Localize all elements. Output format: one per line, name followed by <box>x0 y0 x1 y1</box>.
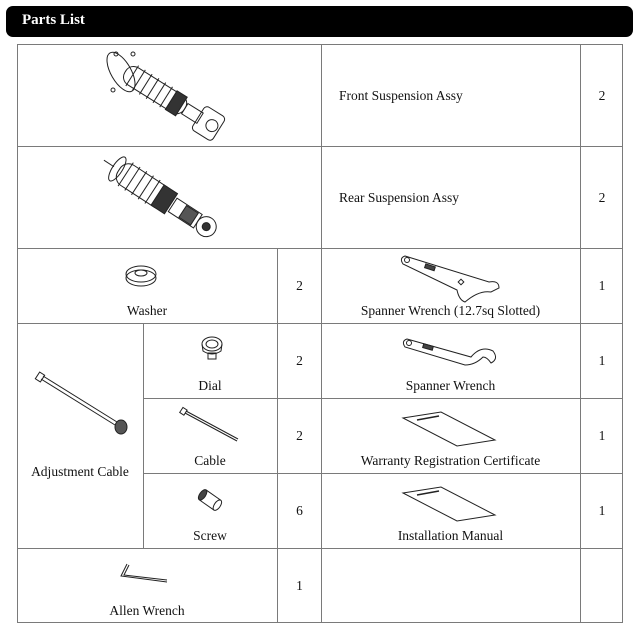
part-name: Front Suspension Assy <box>339 88 463 103</box>
table-border-bottom <box>17 622 623 623</box>
part-name: Allen Wrench <box>109 603 185 618</box>
part-quantity: 1 <box>598 503 606 518</box>
table-row-washer <box>17 248 321 323</box>
page-title: Parts List <box>22 12 85 28</box>
part-quantity: 1 <box>598 278 606 293</box>
table-row-front-suspension <box>17 44 623 146</box>
part-quantity: 2 <box>296 353 303 368</box>
table-row-warranty <box>321 398 623 473</box>
washer-icon <box>121 262 161 292</box>
part-quantity: 6 <box>296 503 303 518</box>
part-name: Warranty Registration Certificate <box>360 453 541 468</box>
screw-icon <box>195 485 225 515</box>
table-row-allen-wrench <box>17 548 321 622</box>
adjustment-cable-icon <box>31 363 141 443</box>
rear-suspension-icon <box>99 150 239 250</box>
allen-wrench-icon <box>119 562 179 592</box>
part-name: Washer <box>126 303 168 318</box>
part-name: Spanner Wrench (12.7sq Slotted) <box>360 303 541 318</box>
table-row-dial <box>143 323 321 398</box>
part-name: Adjustment Cable <box>31 464 129 479</box>
part-name: Spanner Wrench <box>405 378 496 393</box>
part-name: Installation Manual <box>397 528 504 543</box>
spanner-icon <box>401 335 511 375</box>
table-cell-adjustment-cable <box>17 323 143 548</box>
dial-icon <box>197 335 227 365</box>
certificate-icon <box>401 410 501 450</box>
table-row-screw <box>143 473 321 548</box>
part-quantity: 2 <box>598 88 606 103</box>
front-suspension-icon <box>97 44 237 144</box>
part-quantity: 2 <box>296 278 303 293</box>
manual-icon <box>401 485 501 525</box>
part-quantity: 1 <box>598 428 606 443</box>
table-row-spanner-slotted <box>321 248 623 323</box>
parts-list-header <box>6 6 633 37</box>
table-row-cable <box>143 398 321 473</box>
part-name: Screw <box>193 528 227 543</box>
parts-table <box>17 44 623 622</box>
cable-icon <box>177 404 247 444</box>
part-name: Dial <box>198 378 222 393</box>
part-name: Rear Suspension Assy <box>339 190 460 205</box>
part-name: Cable <box>194 453 226 468</box>
table-row-manual <box>321 473 623 548</box>
part-quantity: 1 <box>598 353 606 368</box>
table-row-rear-suspension <box>17 146 623 248</box>
slotted-spanner-icon <box>399 252 509 302</box>
part-quantity: 1 <box>296 578 303 593</box>
table-row-spanner <box>321 323 623 398</box>
part-quantity: 2 <box>598 190 606 205</box>
part-quantity: 2 <box>296 428 303 443</box>
